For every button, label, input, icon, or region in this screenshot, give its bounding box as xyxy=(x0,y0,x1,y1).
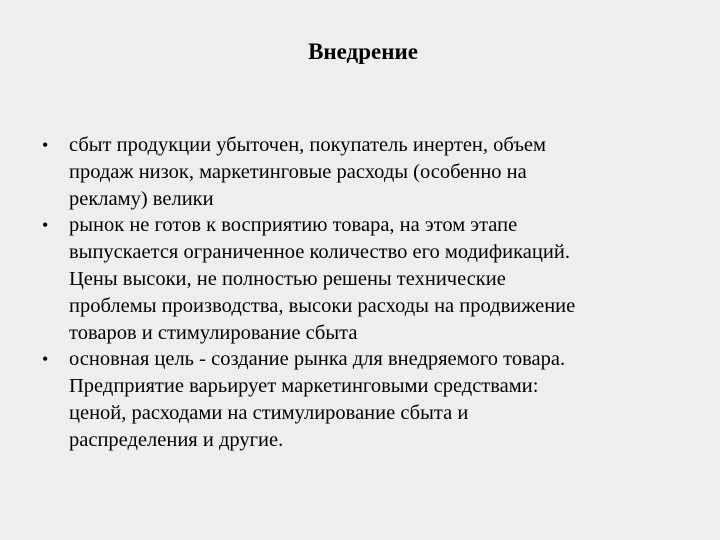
bullet-text-line: распределения и другие. xyxy=(69,428,284,451)
bullet-text-line: Предприятие варьирует маркетинговыми средствами: xyxy=(69,375,539,398)
bullet-text-line: Цены высоки, не полностью решены технические xyxy=(69,267,506,290)
bullet-dot-icon: • xyxy=(42,135,49,155)
bullet-list xyxy=(42,132,692,454)
bullet-item xyxy=(42,132,692,212)
bullet-text-line: продаж низок, маркетинговые расходы (особенно на xyxy=(69,160,527,183)
bullet-text-line: сбыт продукции убыточен, покупатель инертен, объем xyxy=(69,134,546,156)
bullet-text-line: ценой, расходами на стимулирование сбыта и xyxy=(69,401,469,424)
bullet-item xyxy=(42,346,692,453)
bullet-text-line: основная цель - создание рынка для внедряемого товара. xyxy=(69,348,566,371)
bullet-dot-icon: • xyxy=(42,215,49,236)
bullet-text-line: рынок не готов к восприятию товара, на этом этапе xyxy=(69,214,518,237)
bullet-text-line: рекламу) велики xyxy=(69,187,214,210)
bullet-item xyxy=(42,212,692,346)
slide-title: Внедрение xyxy=(308,39,418,64)
bullet-text-line: выпускается ограниченное количество его модификаций. xyxy=(69,241,570,264)
bullet-text-line: проблемы производства, высоки расходы на продвижение xyxy=(69,294,576,317)
bullet-text-line: товаров и стимулирование сбыта xyxy=(69,321,358,344)
bullet-dot-icon: • xyxy=(42,349,49,370)
